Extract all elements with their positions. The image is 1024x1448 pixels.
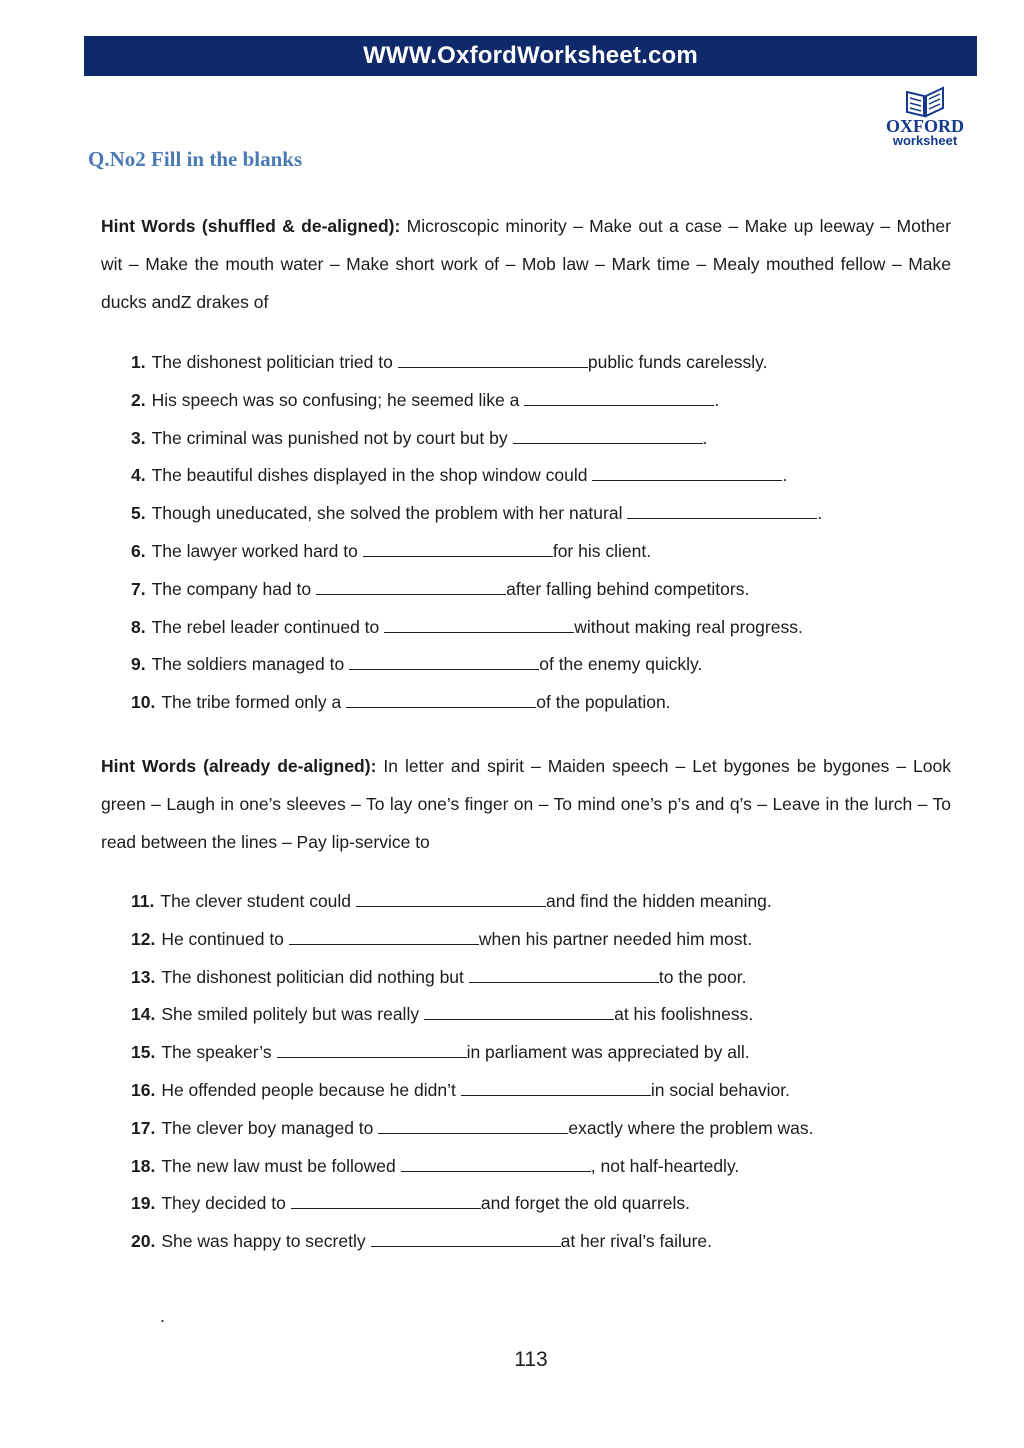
question-item: [131, 959, 814, 997]
question-text-before: He offended people because he didn’t: [161, 1079, 456, 1100]
question-list-2: [131, 883, 814, 1261]
question-text-after: when his partner needed him most.: [478, 928, 753, 949]
question-text-after: .: [817, 503, 823, 524]
question-text-after: public funds carelessly.: [587, 352, 768, 372]
question-number: 8.: [131, 616, 146, 637]
answer-blank[interactable]: [627, 503, 817, 519]
question-text-before: The dishonest politician did nothing but: [161, 966, 464, 987]
answer-blank[interactable]: [349, 654, 539, 670]
answer-blank[interactable]: [291, 1193, 481, 1209]
question-number: 4.: [131, 465, 146, 486]
answer-blank[interactable]: [316, 579, 506, 595]
question-text-before: The clever student could: [160, 891, 352, 911]
hint-text: Microscopic minority – Make out a case – Make up leeway – Mother wit – Make the mouth water – Make short work of – Mob law – Mark time – Mealy mouthed fellow – Make ducks andZ drakes of: [101, 216, 951, 312]
question-item: [131, 1185, 814, 1223]
question-number: 14.: [131, 1004, 156, 1025]
question-item: [131, 420, 822, 458]
logo-sub: worksheet: [892, 133, 958, 148]
question-text-before: The beautiful dishes displayed in the shop window could: [151, 465, 588, 486]
question-text-before: The tribe formed only a: [161, 692, 342, 713]
question-text-before: His speech was so confusing; he seemed like a: [151, 389, 520, 410]
question-item: [131, 457, 822, 495]
question-number: 16.: [131, 1079, 156, 1100]
question-text-after: at his foolishness.: [614, 1004, 754, 1025]
answer-blank[interactable]: [378, 1118, 568, 1134]
question-item: [131, 609, 822, 647]
question-item: [131, 1148, 814, 1186]
answer-blank[interactable]: [592, 465, 782, 481]
question-text-after: .: [702, 427, 708, 448]
question-item: [131, 684, 822, 722]
question-item: [131, 571, 822, 609]
question-item: [131, 344, 822, 382]
answer-blank[interactable]: [469, 967, 659, 983]
question-text-after: , not half-heartedly.: [590, 1155, 740, 1176]
question-text-before: They decided to: [161, 1193, 286, 1214]
site-banner: [84, 36, 977, 76]
question-text-after: .: [782, 465, 788, 486]
question-text-after: of the enemy quickly.: [539, 654, 703, 675]
question-text-after: exactly where the problem was.: [568, 1117, 814, 1138]
question-number: 2.: [131, 389, 146, 410]
question-text-after: and find the hidden meaning.: [546, 891, 772, 911]
question-text-after: at her rival’s failure.: [560, 1231, 713, 1252]
answer-blank[interactable]: [401, 1156, 591, 1172]
question-text-after: to the poor.: [658, 966, 747, 987]
question-item: [131, 1223, 814, 1261]
oxford-worksheet-logo: [880, 86, 970, 148]
question-list-1: [131, 344, 822, 722]
trailing-dot: .: [160, 1306, 166, 1326]
question-text-after: after falling behind competitors.: [506, 578, 750, 599]
question-text-before: The company had to: [151, 578, 312, 599]
logo-word: OXFORD: [886, 116, 964, 136]
open-book-icon: [903, 86, 947, 118]
question-text-before: The lawyer worked hard to: [151, 540, 358, 561]
answer-blank[interactable]: [461, 1080, 651, 1096]
question-number: 20.: [131, 1231, 156, 1252]
hint-words-2: [101, 747, 951, 861]
question-number: 11.: [131, 891, 155, 911]
answer-blank[interactable]: [398, 352, 588, 368]
question-text-before: The clever boy managed to: [161, 1117, 374, 1138]
question-text-before: She smiled politely but was really: [161, 1004, 420, 1025]
question-number: 1.: [131, 352, 146, 372]
hint-label: Hint Words (already de-aligned):: [101, 756, 377, 776]
question-number: 19.: [131, 1193, 156, 1214]
question-text-before: The speaker’s: [161, 1042, 272, 1063]
question-item: [131, 382, 822, 420]
question-text-after: in parliament was appreciated by all.: [466, 1042, 750, 1063]
question-item: [131, 883, 814, 921]
question-number: 9.: [131, 654, 146, 675]
answer-blank[interactable]: [524, 390, 714, 406]
answer-blank[interactable]: [346, 692, 536, 708]
answer-blank[interactable]: [277, 1042, 467, 1058]
question-item: [131, 1110, 814, 1148]
site-url: WWW.OxfordWorksheet.com: [363, 42, 698, 69]
question-number: 18.: [131, 1155, 156, 1176]
hint-text: In letter and spirit – Maiden speech – Let bygones be bygones – Look green – Laugh in one’s sleeves – To lay one’s finger on – To mind one’s p’s and q’s – Leave in the lurch – To read between the lines – Pay lip-service to: [101, 756, 952, 852]
question-title: Q.No2 Fill in the blanks: [88, 147, 303, 171]
question-text-after: .: [714, 389, 720, 410]
answer-blank[interactable]: [371, 1231, 561, 1247]
question-number: 12.: [131, 928, 156, 949]
question-item: [131, 533, 822, 571]
question-text-before: The new law must be followed: [161, 1155, 396, 1176]
question-text-after: of the population.: [536, 692, 671, 713]
question-text-after: without making real progress.: [574, 616, 803, 637]
hint-words-1: [101, 207, 951, 321]
question-number: 3.: [131, 427, 146, 448]
answer-blank[interactable]: [289, 929, 479, 945]
hint-label: Hint Words (shuffled & de-aligned):: [101, 216, 401, 236]
question-text-before: Though uneducated, she solved the problem with her natural: [151, 503, 623, 524]
question-text-after: for his client.: [552, 540, 652, 561]
answer-blank[interactable]: [513, 428, 703, 444]
answer-blank[interactable]: [384, 617, 574, 633]
answer-blank[interactable]: [363, 541, 553, 557]
answer-blank[interactable]: [356, 891, 546, 907]
question-item: [131, 1072, 814, 1110]
answer-blank[interactable]: [424, 1004, 614, 1020]
question-text-before: The rebel leader continued to: [151, 616, 380, 637]
question-text-after: and forget the old quarrels.: [480, 1193, 691, 1214]
question-item: [131, 921, 814, 959]
question-number: 17.: [131, 1117, 156, 1138]
question-number: 6.: [131, 540, 146, 561]
question-number: 15.: [131, 1042, 156, 1063]
question-text-before: The criminal was punished not by court but by: [151, 427, 508, 448]
page-number: 113: [514, 1348, 548, 1371]
question-text-after: in social behavior.: [650, 1079, 790, 1100]
question-text-before: The dishonest politician tried to: [151, 352, 393, 372]
question-number: 5.: [131, 503, 146, 524]
question-text-before: The soldiers managed to: [151, 654, 345, 675]
question-item: [131, 495, 822, 533]
question-item: [131, 996, 814, 1034]
question-item: [131, 1034, 814, 1072]
question-number: 7.: [131, 578, 146, 599]
question-number: 10.: [131, 692, 156, 713]
question-number: 13.: [131, 966, 156, 987]
question-text-before: She was happy to secretly: [161, 1231, 366, 1252]
question-text-before: He continued to: [161, 928, 284, 949]
question-item: [131, 646, 822, 684]
